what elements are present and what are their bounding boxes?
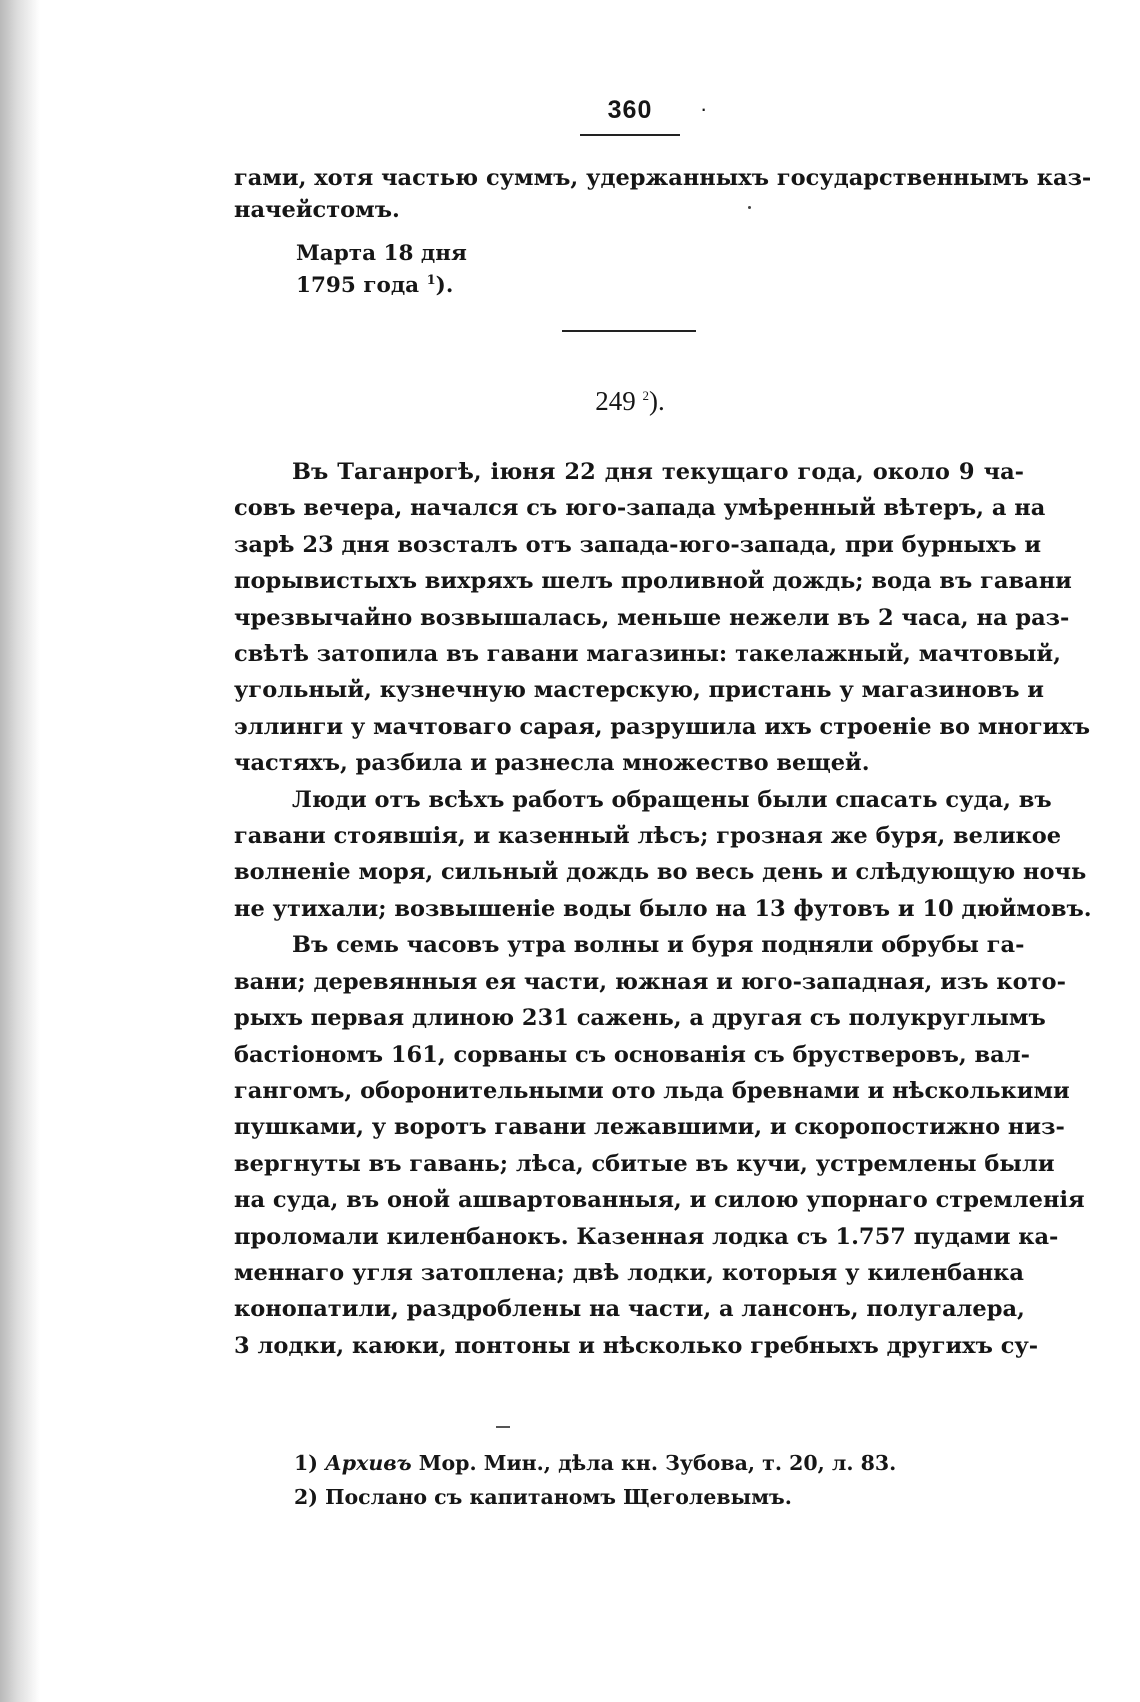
body-line: эллинги у мачтоваго сарая, разрушила ихъ строеніе во многихъ [234,713,1091,740]
body-line: частяхъ, разбила и разнесла множество вещей. [234,750,870,777]
body-line: Въ семь часовъ утра волны и буря подняли обрубы га- [292,932,1025,959]
section-divider [562,330,696,332]
page-number: 360 [607,96,653,124]
footnote-2 [294,1480,896,1514]
body-line: чрезвычайно возвышалась, меньше нежели въ 2 часа, на раз- [234,604,1070,631]
footnote-source-italic: Архивъ [325,1451,412,1475]
body-line: рыхъ первая длиною 231 сажень, а другая съ полукруглымъ [234,1005,1046,1032]
document-number-tail: ). [649,386,665,416]
body-line: гангомъ, оборонительными ото льда бревнами и нѣсколькими [234,1077,1070,1104]
body-line: не утихали; возвышеніе воды было на 13 футовъ и 10 дюймовъ. [234,895,1092,922]
body-line: пушками, у воротъ гавани лежавшими, и скоропостижно низ- [234,1114,1065,1141]
body-line: свѣтѣ затопила въ гавани магазины: такелажный, мачтовый, [234,641,1061,668]
footnote-ref-1: 1 [426,272,436,288]
footnote-1 [294,1446,896,1480]
carryover-line: начейстомъ. [234,197,400,223]
carryover-paragraph [234,162,1092,226]
signoff-line-year [296,270,467,302]
page-number-dot: · [700,96,708,121]
body-line: 3 лодки, каюки, понтоны и нѣсколько гребныхъ другихъ су- [234,1332,1039,1359]
body-line: угольный, кузнечную мастерскую, пристань у магазиновъ и [234,677,1044,704]
footnotes [294,1446,896,1514]
body-line: конопатили, раздроблены на части, а лансонъ, полугалера, [234,1296,1025,1323]
body-line: вергнуты въ гавань; лѣса, сбитые въ кучи, устремлены были [234,1150,1055,1177]
body-text [234,454,1092,1364]
body-line: вани; деревянныя ея части, южная и юго-западная, изъ кото- [234,968,1066,995]
footnote-text: Мор. Мин., дѣла кн. Зубова, т. 20, л. 83. [411,1451,897,1475]
body-line: на суда, въ оной ашвартованныя, и силою упорнаго стремленія [234,1187,1085,1214]
body-line: волненіе моря, сильный дождь во весь день и слѣдующую ночь [234,859,1087,886]
body-line: бастіономъ 161, сорваны съ основанія съ брустверовъ, вал- [234,1041,1030,1068]
body-line: гавани стоявшія, и казенный лѣсъ; грозная же буря, великое [234,823,1062,850]
body-line: меннаго угля затоплена; двѣ лодки, которыя у киленбанка [234,1259,1024,1286]
signoff-year-text: 1795 года [296,273,427,298]
body-line: Люди отъ всѣхъ работъ обращены были спасать суда, въ [292,786,1052,813]
body-line: проломали киленбанокъ. Казенная лодка съ 1.757 пудами ка- [234,1223,1059,1250]
document-number [540,386,720,417]
footnote-separator [496,1426,510,1428]
date-signoff [296,238,467,302]
signoff-line-date: Марта 18 дня [296,241,467,266]
carryover-line: гами, хотя частью суммъ, удержанныхъ государственнымъ каз- [234,165,1092,191]
signoff-year-tail: ). [435,273,454,298]
footnote-mark: 1) [294,1451,318,1475]
body-line: Въ Таганрогѣ, іюня 22 дня текущаго года, около 9 ча- [292,459,1024,485]
footnote-text: Послано съ капитаномъ Щеголевымъ. [317,1485,792,1509]
body-line: зарѣ 23 дня возсталъ отъ запада-юго-запада, при бурныхъ и [234,531,1042,558]
footnote-ref-2: 2 [642,388,649,403]
body-line: совъ вечера, начался съ юго-запада умѣренный вѣтеръ, а на [234,495,1046,522]
document-number-text: 249 [595,386,643,416]
body-line: порывистыхъ вихряхъ шелъ проливной дождь; вода въ гавани [234,568,1072,595]
footnote-mark: 2) [294,1485,318,1509]
stray-mark [748,206,751,209]
page-number-underline [580,134,680,136]
